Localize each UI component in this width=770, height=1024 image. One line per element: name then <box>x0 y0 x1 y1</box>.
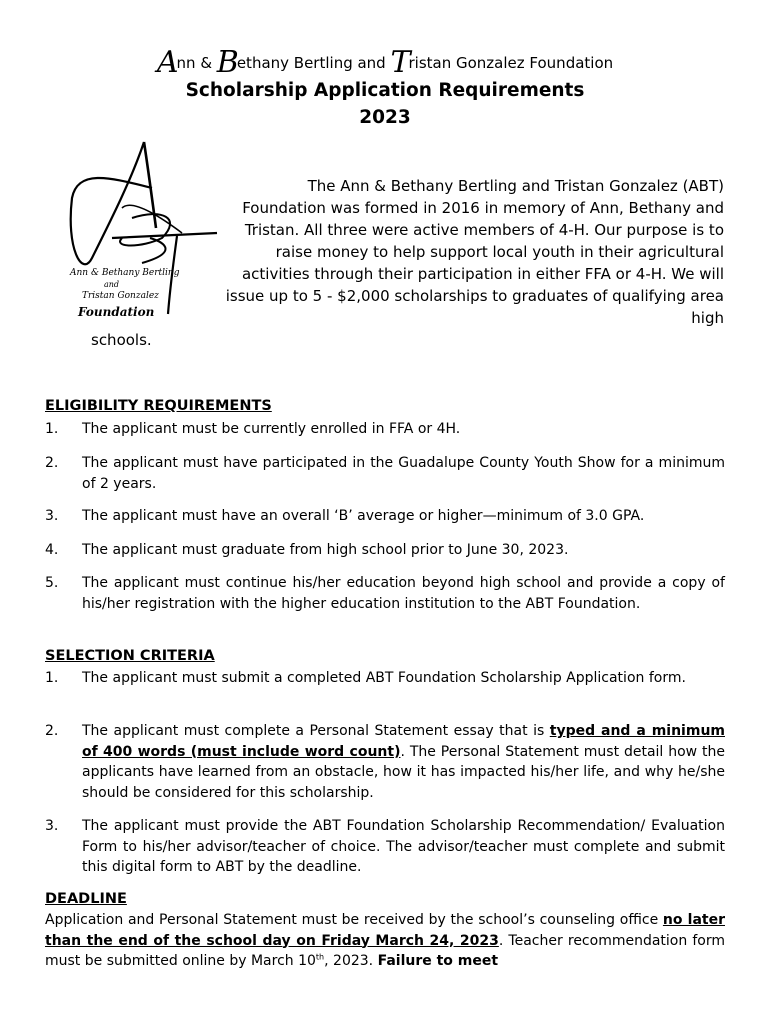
page-title: Scholarship Application Requirements <box>185 80 585 101</box>
eligibility-item: 5. The applicant must continue his/her education beyond high school and provide a copy of his/her registration with the higher education institution to the ABT Foundation. <box>45 575 725 612</box>
page-year: 2023 <box>359 107 411 128</box>
intro-paragraph-tail: schools. <box>91 331 152 349</box>
abt-monogram-graphic <box>52 138 232 328</box>
word-count-requirement: typed and a minimum of 400 words (must include word count) <box>82 723 725 760</box>
eligibility-heading: ELIGIBILITY REQUIREMENTS <box>45 398 272 414</box>
eligibility-item: 3. The applicant must have an overall ‘B’ average or higher—minimum of 3.0 GPA. <box>45 508 645 524</box>
intro-paragraph: The Ann & Bethany Bertling and Tristan Gonzalez (ABT) Foundation was formed in 2016 in memory of Ann, Bethany and Tristan. All three were active members of 4-H. Our purpose is to raise money to help support local youth in their agricultural activities through their participation in either FFA or 4-H. We will issue up to 5 - $2,000 scholarships to graduates of qualifying area high <box>225 177 724 327</box>
abt-foundation-logo <box>52 138 232 328</box>
deadline-date: no later than the end of the school day on Friday March 24, 2023 <box>45 912 725 949</box>
logo-line2: and <box>104 280 120 289</box>
eligibility-item: 2. The applicant must have participated in the Guadalupe County Youth Show for a minimum of 2 years. <box>45 455 725 492</box>
selection-heading: SELECTION CRITERIA <box>45 648 215 664</box>
deadline-paragraph: Application and Personal Statement must be received by the school’s counseling office no later than the end of the school day on Friday March 24, 2023. Teacher recommendation form must be submitted online by March 10th, 2023. Failure to meet <box>45 912 726 969</box>
eligibility-item: 1. The applicant must be currently enrolled in FFA or 4H. <box>45 421 461 437</box>
selection-item: 1. The applicant must submit a completed ABT Foundation Scholarship Application form. <box>45 670 686 686</box>
eligibility-item: 4. The applicant must graduate from high school prior to June 30, 2023. <box>45 542 569 558</box>
logo-line1: Ann & Bethany Bertling <box>70 268 180 278</box>
deadline-heading: DEADLINE <box>45 891 127 907</box>
foundation-name-header: Ann & Bethany Bertling and Tristan Gonzalez Foundation <box>156 45 614 80</box>
selection-item: 2. The applicant must complete a Personal Statement essay that is typed and a minimum of 400 words (must include word count). The Personal Statement must detail how the applicants have learned from an obstacle, how it has impacted his/her life, and why he/she should be considered for this scholarship. <box>45 723 725 801</box>
logo-line3: Tristan Gonzalez <box>82 291 159 301</box>
logo-line4: Foundation <box>78 305 155 319</box>
selection-item: 3. The applicant must provide the ABT Foundation Scholarship Recommendation/ Evaluation Form to his/her advisor/teacher of choice. The advisor/teacher must complete and submit this digital form to ABT by the deadline. <box>45 818 725 875</box>
